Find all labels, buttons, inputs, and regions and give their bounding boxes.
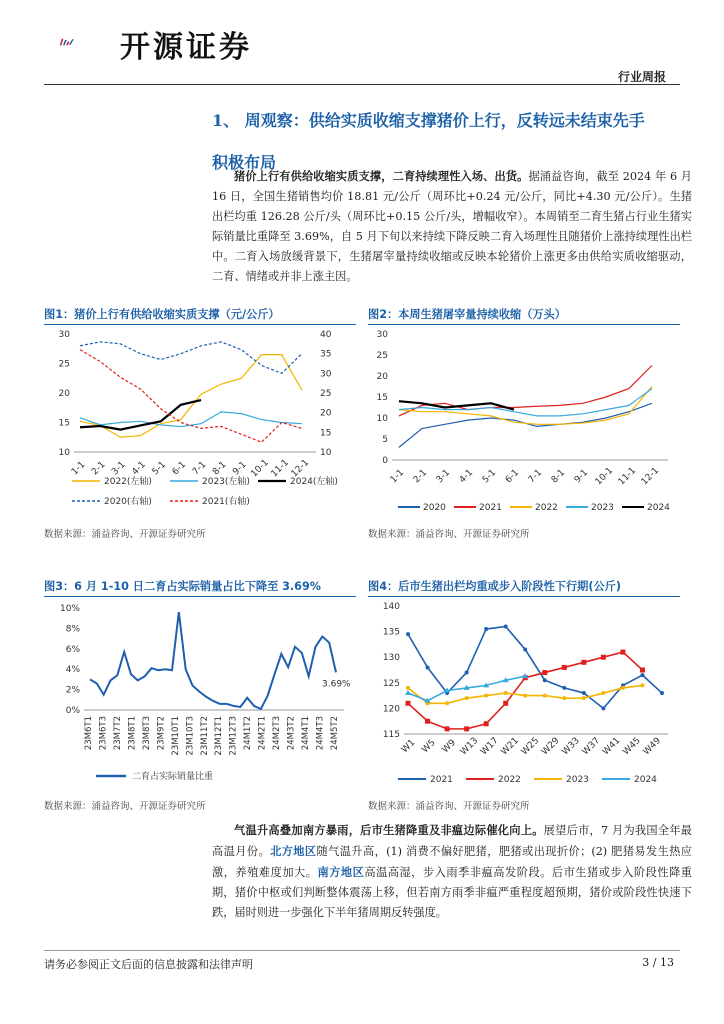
x-tick-label: W13 <box>458 735 481 758</box>
figure-4-title: 图4：后市生猪出栏均重或步入阶段性下行期(公斤) <box>368 580 621 593</box>
x-tick-label: 3-1 <box>110 459 128 478</box>
x-tick-label: 23M10T3 <box>185 716 196 756</box>
figure-4-rule <box>368 596 680 597</box>
x-tick-label: 24M4T3 <box>315 716 326 751</box>
figure-1-source: 数据来源：涌益咨询、开源证券研究所 <box>44 529 206 540</box>
y-tick-label: 4% <box>65 665 80 676</box>
series-marker <box>406 701 411 706</box>
figure-2-rule <box>368 324 680 325</box>
header-divider <box>44 84 680 85</box>
x-tick-label: 5-1 <box>150 459 169 478</box>
x-tick-label: W1 <box>399 737 418 756</box>
x-tick-label: W29 <box>540 735 562 758</box>
series-marker <box>582 696 586 700</box>
series-line-2024 <box>80 400 201 430</box>
right-tick-label: 30 <box>320 369 332 380</box>
x-tick-label: W9 <box>440 737 458 756</box>
chart-1 <box>44 326 356 516</box>
series-marker <box>484 694 488 698</box>
y-tick-label: 5 <box>382 435 388 445</box>
x-tick-label: 23M6T3 <box>98 716 109 751</box>
y-tick-label: 10% <box>59 604 80 614</box>
series-marker <box>640 668 645 673</box>
figure-1-rule <box>44 324 356 325</box>
x-tick-label: 9-1 <box>572 467 591 486</box>
x-tick-label: W49 <box>641 735 664 758</box>
series-marker <box>562 665 567 670</box>
paragraph-2-body1: 展望后市，7 月为我国全年最高温月份。 <box>212 824 692 858</box>
paragraph-1-lead: 猪价上行有供给收缩实质支撑，二育持续理性入场、出货。 <box>234 169 529 183</box>
figure-3-source: 数据来源：涌益咨询、开源证券研究所 <box>44 801 206 812</box>
chart-3 <box>44 598 356 790</box>
x-tick-label: 10-1 <box>593 465 616 488</box>
series-marker <box>426 665 430 669</box>
x-tick-label: 23M11T2 <box>199 716 210 756</box>
series-marker <box>484 721 489 726</box>
figure-3-rule <box>44 596 356 597</box>
y-tick-label: 10 <box>376 414 388 424</box>
x-tick-label: 23M8T1 <box>127 716 138 751</box>
paragraph-2-body3: 高温高湿，步入雨季非瘟高发阶段。后市生猪或步入阶段性降重期，猪价中枢或们判断整体震荡上移，但若南方雨季非瘟严重程度超预期，猪价或阶段性快速下跌，届时则进一步强化下半年猪周期反转强度。 <box>212 866 692 919</box>
x-tick-label: 12-1 <box>639 465 662 488</box>
series-marker <box>621 686 625 690</box>
figure-4-source: 数据来源：涌益咨询、开源证券研究所 <box>368 801 530 812</box>
series-marker <box>601 655 606 660</box>
paragraph-2-body2: 随气温升高，(1) 消费不偏好肥猪，肥猪或出现折价；(2) 肥猪易发生热应激，养殖难度加大。 <box>212 845 692 879</box>
series-marker <box>405 690 411 695</box>
y-tick-label: 6% <box>65 644 80 655</box>
chart-4 <box>368 598 680 790</box>
series-line-second-fattening-share <box>90 612 336 709</box>
x-tick-label: 1-1 <box>388 467 407 486</box>
x-tick-label: 24M1T2 <box>243 716 254 751</box>
x-tick-label: 24M2T1 <box>257 716 268 751</box>
x-tick-label: 12-1 <box>289 457 312 480</box>
x-tick-label: 24M3T2 <box>286 716 297 751</box>
x-tick-label: 24M4T1 <box>300 716 311 751</box>
series-marker <box>562 696 566 700</box>
legend-label: 2023 <box>591 503 614 513</box>
x-tick-label: 2-1 <box>411 467 430 486</box>
series-marker <box>543 694 547 698</box>
series-marker <box>620 650 625 655</box>
right-tick-label: 25 <box>320 389 332 399</box>
left-tick-label: 15 <box>58 418 70 429</box>
series-marker <box>601 706 605 710</box>
series-marker <box>660 691 664 695</box>
y-tick-label: 140 <box>382 602 400 612</box>
chart-2 <box>368 326 680 516</box>
series-marker <box>581 660 586 665</box>
series-line-2020 <box>399 403 652 447</box>
y-tick-label: 15 <box>376 393 388 403</box>
footer-disclaimer: 请务必参阅正文后面的信息披露和法律声明 <box>44 958 253 971</box>
x-tick-label: 11-1 <box>616 465 639 488</box>
figure-2-title: 图2：本周生猪屠宰量持续收缩（万头） <box>368 308 566 321</box>
series-marker <box>425 719 430 724</box>
series-marker <box>445 726 450 731</box>
series-marker <box>523 648 527 652</box>
legend-label: 2021 <box>430 775 453 785</box>
x-tick-label: 8-1 <box>549 467 568 486</box>
right-tick-label: 35 <box>320 349 332 360</box>
series-marker <box>523 694 527 698</box>
x-tick-label: W17 <box>479 735 501 758</box>
legend-label: 2020 <box>423 503 446 513</box>
y-tick-label: 8% <box>65 624 80 635</box>
x-tick-label: W21 <box>499 735 521 758</box>
legend-label: 2023 <box>566 775 589 785</box>
x-tick-label: 7-1 <box>190 459 209 478</box>
legend-label: 2024 <box>634 775 657 785</box>
x-tick-label: 23M6T1 <box>84 716 95 751</box>
y-tick-label: 120 <box>382 704 400 715</box>
x-tick-label: 23M12T1 <box>214 716 225 756</box>
x-tick-label: 6-1 <box>170 459 189 478</box>
y-tick-label: 2% <box>65 685 80 696</box>
series-line-2023 <box>80 412 302 427</box>
y-tick-label: 115 <box>382 730 400 740</box>
south-region-label: 南方地区 <box>317 865 365 879</box>
x-tick-label: 11-1 <box>269 457 292 480</box>
x-tick-label: 7-1 <box>526 467 545 486</box>
legend-label: 2022 <box>535 503 558 513</box>
legend-label: 2023(左轴) <box>202 477 250 487</box>
paragraph-1 <box>212 166 692 287</box>
x-tick-label: 10-1 <box>249 457 271 480</box>
x-tick-label: 5-1 <box>480 467 499 486</box>
x-tick-label: 8-1 <box>211 459 229 478</box>
y-tick-label: 0% <box>65 706 80 716</box>
series-marker <box>543 678 547 682</box>
x-tick-label: W25 <box>519 735 542 758</box>
section-title-line1: 1、 周观察：供给实质收缩支撑猪价上行，反转远未结束先手 <box>212 111 645 130</box>
series-marker <box>542 670 547 675</box>
legend-label: 2024 <box>647 503 670 513</box>
x-tick-label: 3-1 <box>434 467 453 486</box>
legend-label: 2021 <box>479 503 502 513</box>
x-tick-label: 6-1 <box>503 467 522 486</box>
x-tick-label: 9-1 <box>231 459 249 478</box>
series-marker <box>582 691 586 695</box>
series-marker <box>503 701 508 706</box>
y-tick-label: 130 <box>382 653 400 664</box>
series-marker <box>406 632 410 636</box>
paragraph-1-body: 据涌益咨询，截至 2024 年 6 月 16 日，全国生猪销售均价 18.81 元/公斤（周环比+0.24 元/公斤，同比+4.30 元/公斤）。生猪出栏均重 126.28 公斤/头（周环比+0.15 公斤/头，增幅收窄）。本周销至二育生猪占行业生猪实际销量比重降至 3.69%，自 5 月下旬以来持续下降反映二育入场理性且随猪价上涨持续理性出栏中。二育入场放缓背景下，生猪屠宰量持续收缩或反映本轮猪价上涨更多由供给实质收缩驱动，二育、情绪或并非上涨主因。 <box>212 170 692 283</box>
figure-1-title: 图1：猪价上行有供给收缩实质支撑（元/公斤） <box>44 308 280 321</box>
left-tick-label: 10 <box>58 448 70 458</box>
legend-label: 二育占实际销量比重 <box>132 772 214 782</box>
x-tick-label: W45 <box>621 735 643 758</box>
left-tick-label: 30 <box>58 330 70 340</box>
series-marker <box>504 691 508 695</box>
x-tick-label: 1-1 <box>69 459 88 478</box>
left-tick-label: 20 <box>58 389 70 399</box>
legend-label: 2021(右轴) <box>202 497 250 507</box>
legend-label: 2022 <box>498 775 521 785</box>
x-tick-label: 23M10T1 <box>170 716 181 756</box>
logo-mark <box>58 22 118 62</box>
figure-2-source: 数据来源：涌益咨询、开源证券研究所 <box>368 529 530 540</box>
logo-text: 开源证券 <box>120 30 252 65</box>
right-tick-label: 10 <box>320 448 332 458</box>
right-tick-label: 20 <box>320 408 332 419</box>
paragraph-2-lead: 气温升高叠加南方暴雨，后市生猪降重及非瘟边际催化向上。 <box>234 823 544 837</box>
series-marker <box>640 683 644 687</box>
footer-divider <box>44 950 680 951</box>
figure-3-title: 图3：6 月 1-10 日二育占实际销量占比下降至 3.69% <box>44 580 321 593</box>
series-marker <box>406 686 410 690</box>
north-region-label: 北方地区 <box>270 844 317 858</box>
x-tick-label: 2-1 <box>90 459 108 478</box>
right-tick-label: 40 <box>320 330 332 340</box>
page-number: 3 / 13 <box>642 956 674 969</box>
series-marker <box>464 726 469 731</box>
x-tick-label: 23M8T3 <box>142 716 152 751</box>
series-marker <box>504 624 508 628</box>
x-tick-label: 4-1 <box>130 459 148 478</box>
series-marker <box>465 671 469 675</box>
series-line-2020 <box>80 342 302 373</box>
report-type-label: 行业周报 <box>617 70 666 84</box>
x-tick-label: W37 <box>580 735 603 758</box>
y-tick-label: 125 <box>382 678 400 689</box>
legend-label: 2020(右轴) <box>104 497 152 507</box>
y-tick-label: 20 <box>376 372 388 382</box>
paragraph-2 <box>212 820 692 923</box>
series-line-2022 <box>408 652 642 729</box>
x-tick-label: 4-1 <box>457 467 476 486</box>
x-tick-label: 23M7T2 <box>113 716 124 751</box>
series-marker <box>445 701 449 705</box>
section-title-line2: 积极布局 <box>212 153 277 172</box>
series-marker <box>601 691 605 695</box>
left-tick-label: 25 <box>58 359 70 370</box>
y-tick-label: 0 <box>382 456 388 466</box>
legend-label: 2022(左轴) <box>104 477 152 487</box>
series-marker <box>484 627 488 631</box>
x-tick-label: W5 <box>420 737 438 756</box>
x-tick-label: 24M5T2 <box>329 716 340 751</box>
x-tick-label: 24M2T3 <box>272 716 282 751</box>
x-tick-label: W41 <box>601 735 623 758</box>
x-tick-label: 23M12T3 <box>228 716 239 756</box>
right-tick-label: 15 <box>320 428 332 439</box>
last-value-annotation: 3.69% <box>322 679 351 690</box>
series-marker <box>562 686 566 690</box>
legend-label: 2024(左轴) <box>290 477 338 487</box>
y-tick-label: 135 <box>382 627 400 638</box>
series-marker <box>465 696 469 700</box>
x-tick-label: 23M9T2 <box>156 716 167 751</box>
y-tick-label: 30 <box>376 330 388 340</box>
y-tick-label: 25 <box>376 351 388 361</box>
series-marker <box>640 673 644 677</box>
x-tick-label: W33 <box>560 735 582 758</box>
